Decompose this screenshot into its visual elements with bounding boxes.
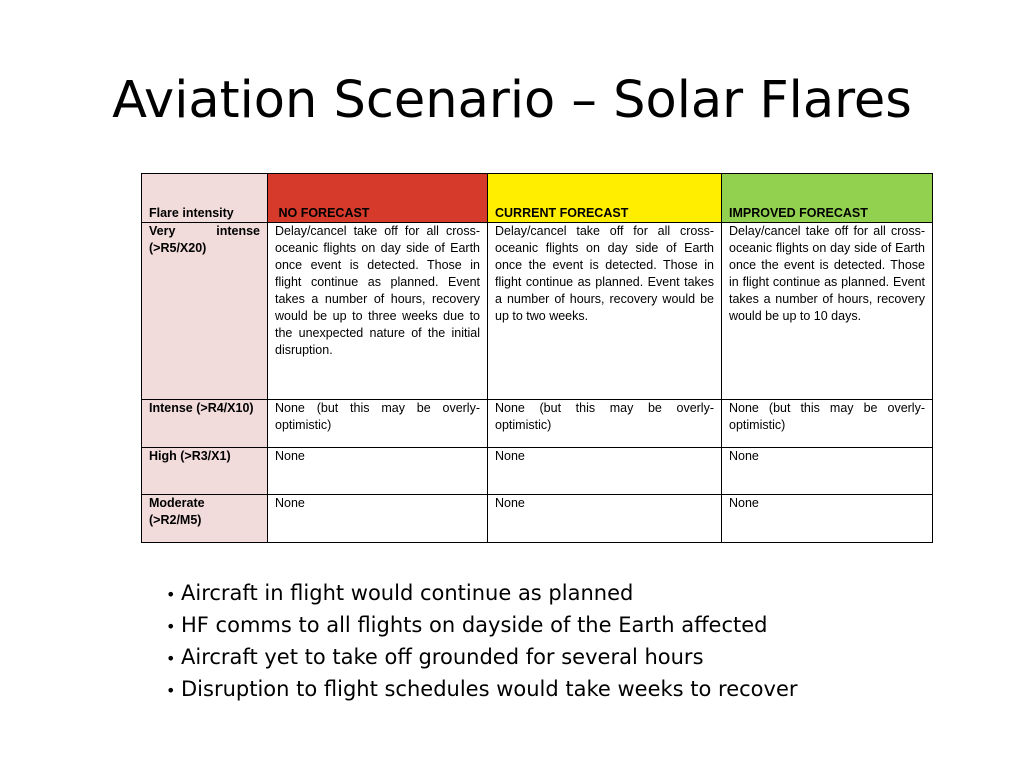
row-label-intense: Intense (>R4/X10) (142, 400, 268, 448)
cell-current-forecast: None (but this may be overly-optimistic) (488, 400, 722, 448)
list-item (166, 674, 798, 706)
bullet-text: Disruption to flight schedules would take weeks to recover (181, 677, 798, 701)
row-label-high: High (>R3/X1) (142, 448, 268, 495)
table-row (142, 400, 933, 448)
bullet-dot-icon: • (166, 617, 176, 636)
header-current-forecast: CURRENT FORECAST (488, 174, 722, 223)
bullet-dot-icon: • (166, 585, 176, 604)
list-item (166, 642, 798, 674)
cell-no-forecast: Delay/cancel take off for all cross-oceanic flights on day side of Earth once event is detected. Those in flight continue as planned. Event takes a number of hours, recovery would be up to three weeks due to the unexpected nature of the initial disruption. (268, 223, 488, 400)
table-row (142, 495, 933, 543)
cell-no-forecast: None (but this may be overly-optimistic) (268, 400, 488, 448)
table-header-row (142, 174, 933, 223)
cell-current-forecast: None (488, 495, 722, 543)
header-no-forecast: NO FORECAST (268, 174, 488, 223)
header-improved-forecast: IMPROVED FORECAST (722, 174, 933, 223)
list-item (166, 578, 798, 610)
cell-improved-forecast: None (722, 495, 933, 543)
row-label-very-intense: Very intense (>R5/X20) (142, 223, 268, 400)
header-flare-intensity: Flare intensity (142, 174, 268, 223)
cell-no-forecast: None (268, 495, 488, 543)
bullet-text: Aircraft in flight would continue as planned (181, 581, 634, 605)
table-row (142, 223, 933, 400)
table-row (142, 448, 933, 495)
row-label-moderate: Moderate (>R2/M5) (142, 495, 268, 543)
bullet-text: HF comms to all flights on dayside of the Earth affected (181, 613, 768, 637)
cell-improved-forecast: None (722, 448, 933, 495)
cell-improved-forecast: Delay/cancel take off for all cross-oceanic flights on day side of Earth once the event is detected. Those in flight continue as planned. Event takes a number of hours, recovery would be up to 10 days. (722, 223, 933, 400)
bullet-list (166, 578, 798, 706)
solar-flare-scenario-table (141, 173, 933, 543)
cell-current-forecast: None (488, 448, 722, 495)
slide-title: Aviation Scenario – Solar Flares (112, 71, 912, 130)
cell-current-forecast: Delay/cancel take off for all cross-oceanic flights on day side of Earth once the event is detected. Those in flight continue as planned. Event takes a number of hours, recovery would be up to two weeks. (488, 223, 722, 400)
bullet-text: Aircraft yet to take off grounded for several hours (181, 645, 704, 669)
cell-no-forecast: None (268, 448, 488, 495)
bullet-dot-icon: • (166, 681, 176, 700)
bullet-dot-icon: • (166, 649, 176, 668)
list-item (166, 610, 798, 642)
cell-improved-forecast: None (but this may be overly-optimistic) (722, 400, 933, 448)
